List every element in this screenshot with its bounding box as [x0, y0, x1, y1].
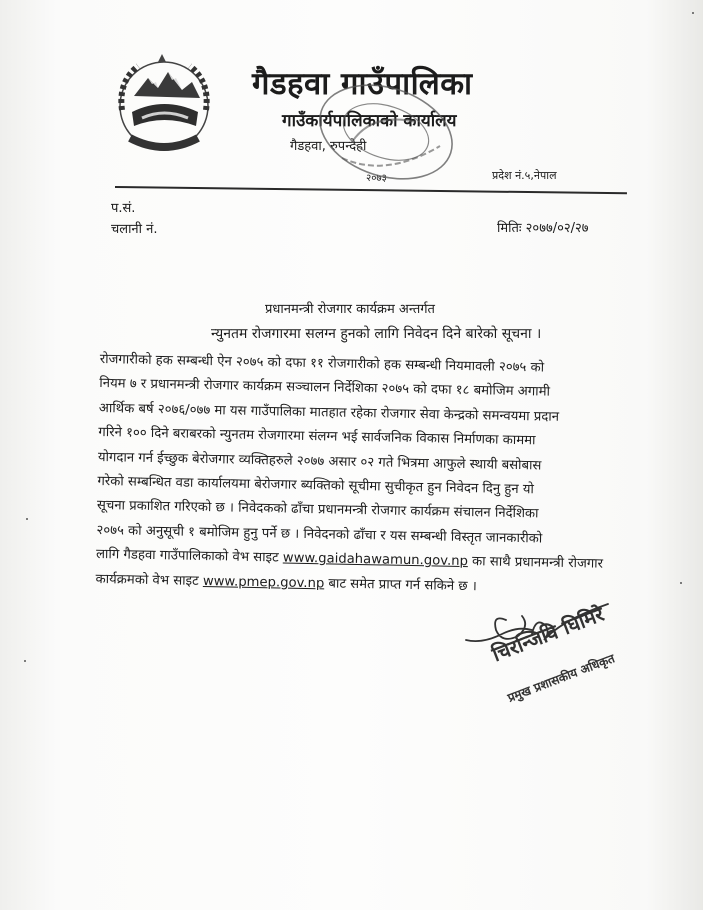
scan-speck: [26, 518, 28, 520]
office-subtitle: गाउँकार्यपालिकाको कार्यालय: [282, 111, 457, 131]
established-year: २०७३: [366, 173, 387, 184]
body-text: बाट समेत प्राप्त गर्न सकिने छ ।: [324, 576, 477, 594]
body-line: गरेको सम्बन्धित वडा कार्यालयमा बेरोजगार ब्यक्तिको सूचीमा सुचीकृत हुन निवेदन दिनु हुन यो: [97, 474, 535, 498]
body-line: नियम ७ र प्रधानमन्त्री रोजगार कार्यक्रम सञ्चालन निर्देशिका २०७५ को दफा १८ बमोजिम अगामी: [99, 376, 551, 401]
scan-speck: [692, 12, 694, 14]
office-seal-stamp: [312, 82, 462, 186]
signatory-name: चिरन्जिवि घिमिरे: [488, 601, 608, 667]
reference-number-label: प.सं.: [111, 201, 136, 216]
subject-heading: प्रधानमन्त्री रोजगार कार्यक्रम अन्तर्गत: [265, 302, 435, 317]
body-line: गरिने १०० दिने बराबरको न्युनतम रोजगारमा संलग्न भई सार्वजनिक विकास निर्माणका काममा: [98, 425, 536, 449]
dispatch-number-label: चलानी नं.: [111, 222, 158, 237]
office-name-title: गैडहवा गाउँपालिका: [252, 66, 473, 102]
header-divider: [115, 186, 627, 194]
body-text: का साथै प्रधानमन्त्री रोजगार: [467, 554, 604, 572]
scan-speck: [24, 660, 26, 662]
notice-body: [95, 348, 620, 602]
municipality-website-link[interactable]: www.gaidahawamun.gov.np: [282, 550, 469, 570]
body-line: योगदान गर्न ईच्छुक बेरोजगार व्यक्तिहरुले २०७७ असार ०२ गते भित्रमा आफुले स्थायी बसोबास: [97, 449, 542, 474]
notice-title: न्युनतम रोजगारमा सलग्न हुनको लागि निवेदन दिने बारेको सूचना ।: [211, 326, 542, 342]
letter-date: मितिः २०७७/०२/२७: [497, 221, 589, 236]
nepal-emblem-logo: [112, 52, 216, 160]
pmep-website-link[interactable]: www.pmep.gov.np: [202, 573, 325, 592]
body-line: रोजगारीको हक सम्बन्धी ऐन २०७५ को दफा ११ रोजगारीको हक सम्बन्धी नियमावली २०७५ को: [99, 351, 545, 376]
body-text: लागि गैडहवा गाउँपालिकाको वेभ साइट: [95, 547, 283, 566]
body-line: सूचना प्रकाशित गरिएको छ । निवेदकको ढाँचा प्रधानमन्त्री रोजगार कार्यक्रम संचालन निर्देशिका: [96, 498, 539, 522]
signatory-designation: प्रमुख प्रशासकीय अधिकृत: [505, 651, 617, 705]
office-address: गैडहवा, रुपन्देही: [290, 139, 367, 154]
body-line: २०७५ को अनुसूची १ बमोजिम हुनु पर्ने छ । निवेदनको ढाँचा र यस सम्बन्धी विस्तृत जानकारीको: [96, 522, 543, 547]
province-label: प्रदेश नं.५,नेपाल: [492, 169, 557, 182]
body-line: आर्थिक बर्ष २०७६/०७७ मा यस गाउँपालिका मातहात रहेका रोजगार सेवा केन्द्रको समन्वयमा प्रदान: [98, 400, 560, 425]
body-text: कार्यक्रमको वेभ साइट: [95, 571, 204, 589]
scan-speck: [680, 582, 682, 584]
